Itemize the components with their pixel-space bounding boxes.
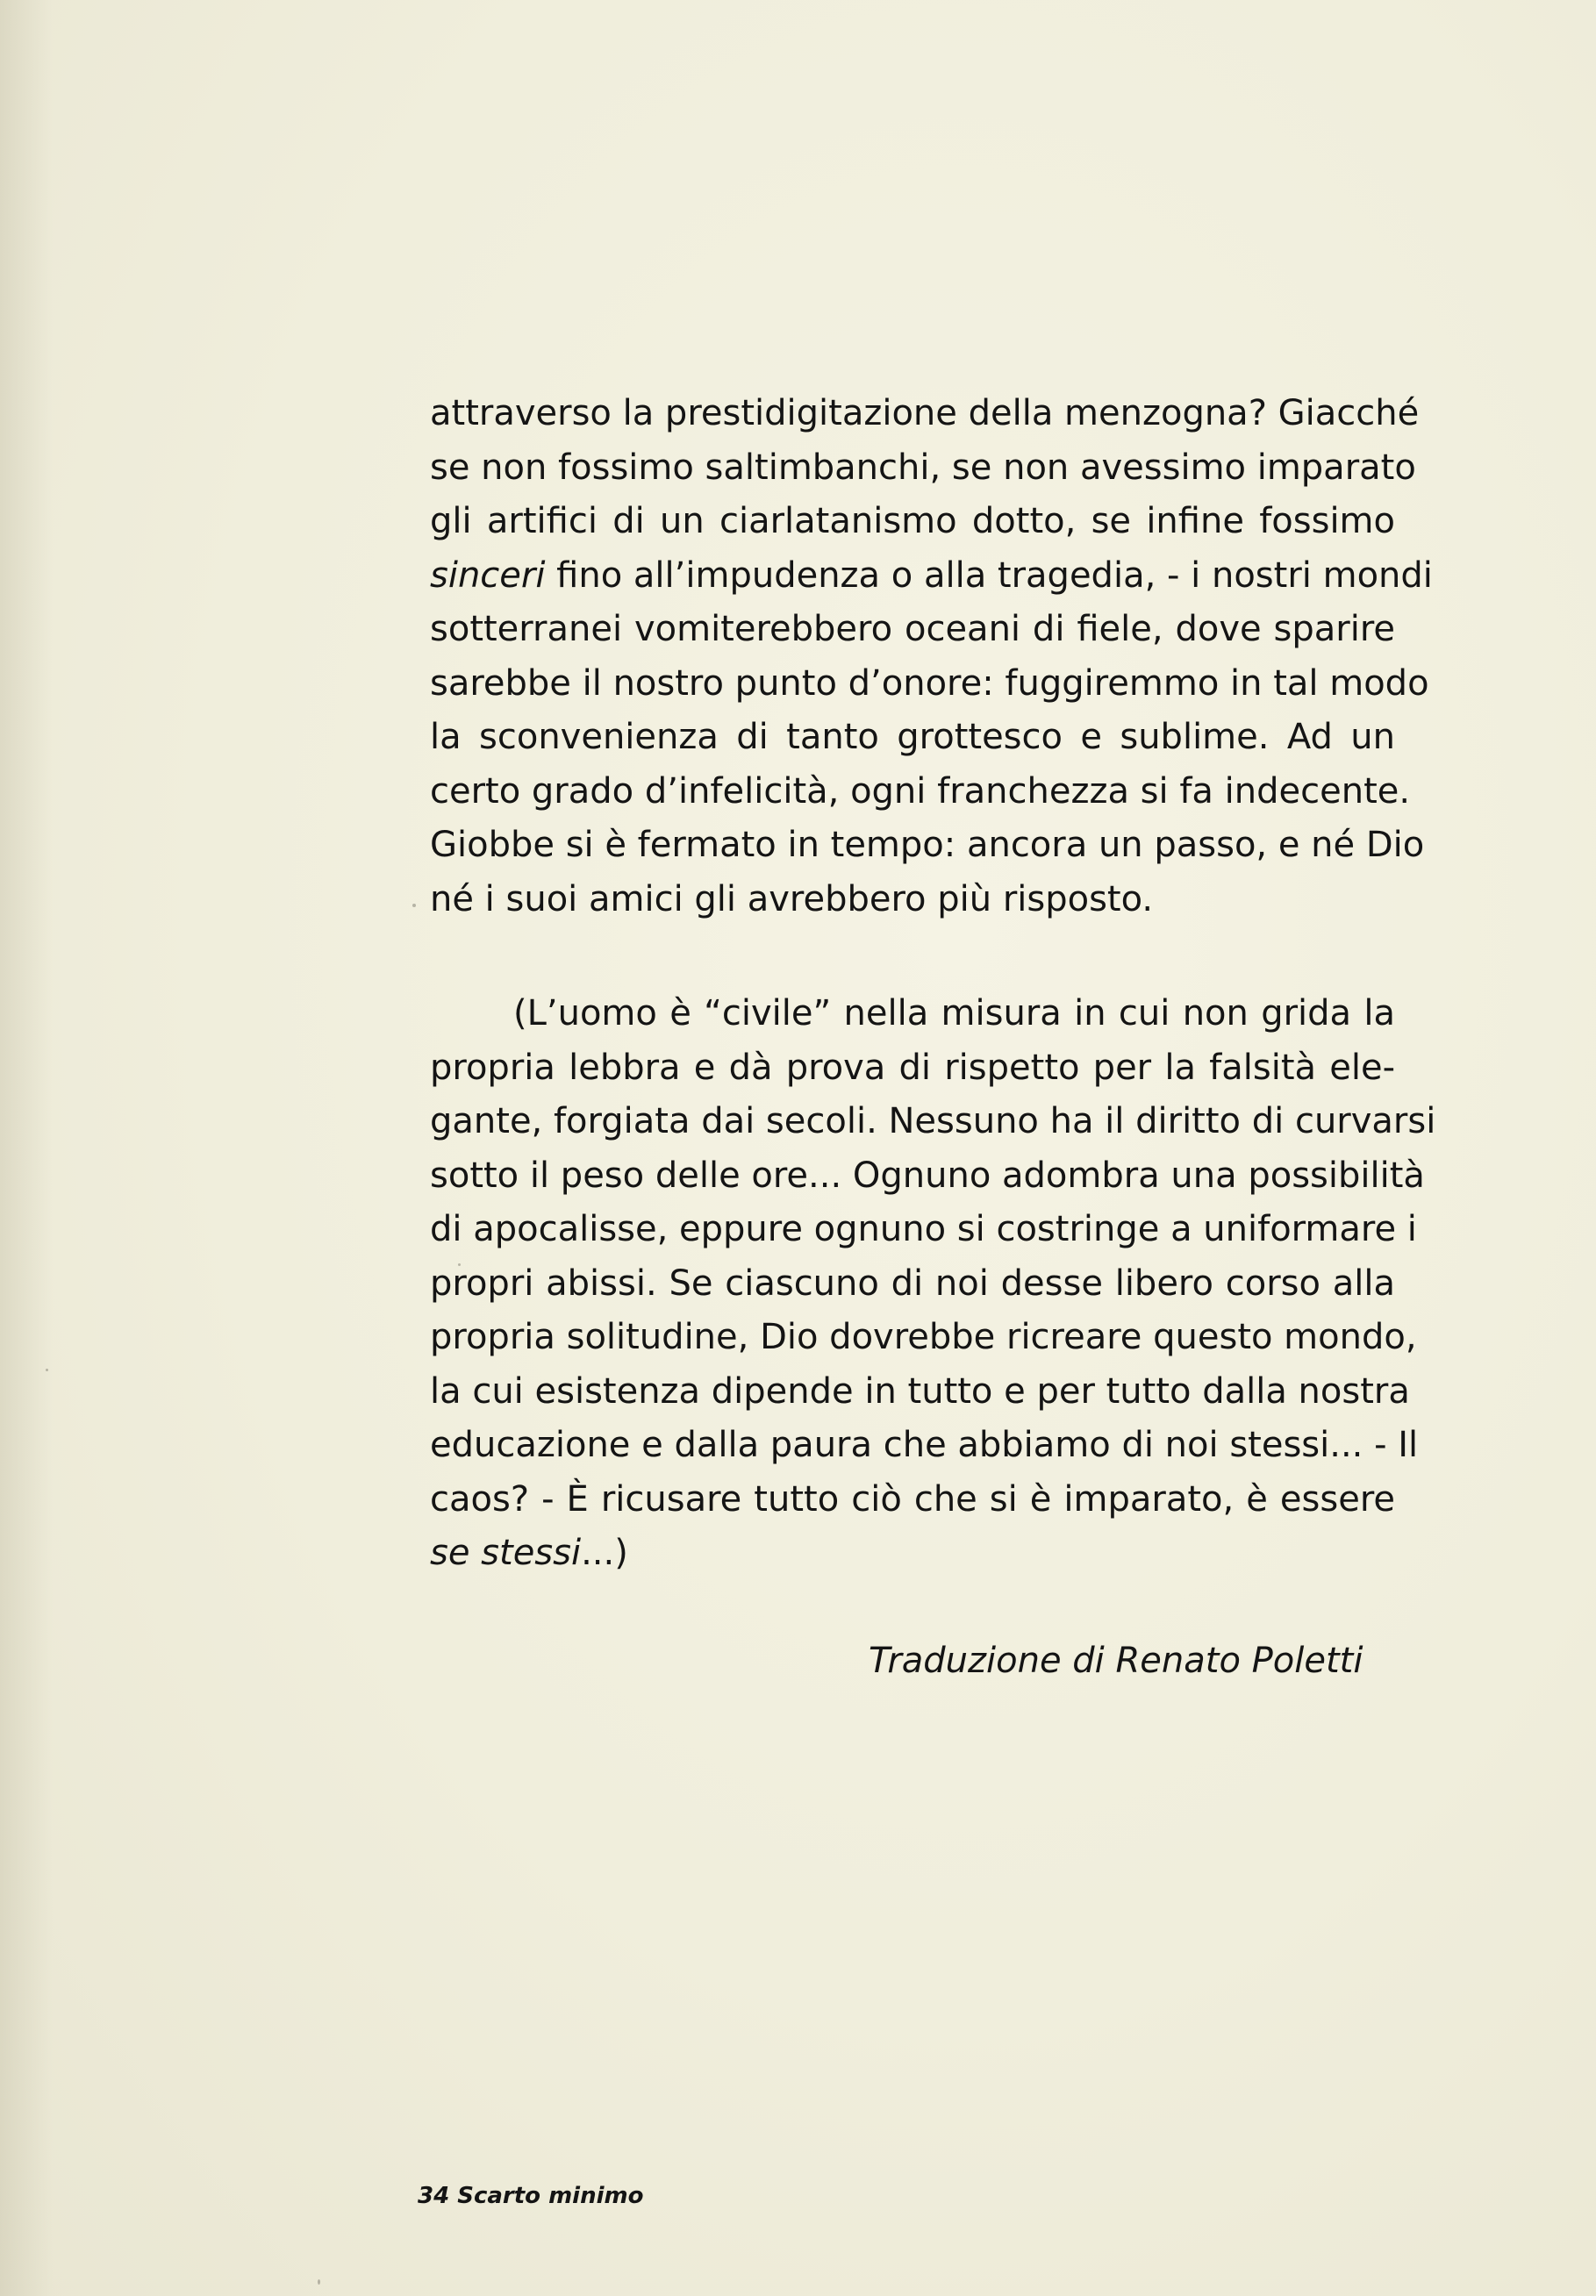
text-line: propri abissi. Se ciascuno di noi desse libero corso alla <box>430 1262 1395 1304</box>
italic-word: sinceri <box>430 554 546 596</box>
text-line <box>430 1527 1395 1581</box>
text-line: educazione e dalla paura che abbiamo di noi stessi... - Il <box>430 1425 1419 1465</box>
text-line: sarebbe il nostro punto d’onore: fuggiremmo in tal modo <box>430 662 1429 704</box>
paper-speck <box>318 2279 320 2285</box>
text-line: attraverso la prestidigitazione della menzogna? Giacché <box>430 393 1420 433</box>
translator-credit: Traduzione di Renato Poletti <box>869 1641 1363 1681</box>
text-line: gli artifici di un ciarlatanismo dotto, se infine fossimo <box>430 501 1395 541</box>
text-line: caos? - È ricusare tutto ciò che si è imparato, è essere <box>430 1478 1395 1520</box>
text-line: sotto il peso delle ore... Ognuno adombra una possibilità <box>430 1155 1425 1196</box>
text-line: Giobbe si è fermato in tempo: ancora un passo, e né Dio <box>430 825 1425 865</box>
text-line: di apocalisse, eppure ognuno si costringe a uniformare i <box>430 1209 1417 1249</box>
text-line: sotterranei vomiterebbero oceani di fiele, dove sparire <box>430 609 1395 649</box>
text-line: se non fossimo saltimbanchi, se non avessimo imparato <box>430 447 1416 488</box>
paragraph-2 <box>430 987 1436 1581</box>
text-line-rest: ...) <box>581 1533 628 1573</box>
text-line: la cui esistenza dipende in tutto e per tutto dalla nostra <box>430 1370 1410 1412</box>
text-line: propria solitudine, Dio dovrebbe ricreare questo mondo, <box>430 1317 1417 1357</box>
text-line: la sconvenienza di tanto grottesco e sublime. Ad un <box>430 717 1395 757</box>
text-line <box>430 549 1433 604</box>
text-line: gante, forgiata dai secoli. Nessuno ha il diritto di curvarsi <box>430 1101 1436 1141</box>
text-line: certo grado d’infelicità, ogni franchezza si fa indecente. <box>430 770 1411 812</box>
page-footer: 34 Scarto minimo <box>418 2183 644 2209</box>
text-line: né i suoi amici gli avrebbero più risposto. <box>430 878 1154 919</box>
italic-phrase: se stessi <box>430 1533 582 1573</box>
page-edge-shadow <box>0 0 53 2296</box>
text-line: (L’uomo è “civile” nella misura in cui non grida la <box>513 993 1395 1034</box>
paper-speck <box>412 904 416 907</box>
paragraph-1 <box>430 387 1433 926</box>
text-line-rest: fino all’impudenza o alla tragedia, - i nostri mondi <box>545 554 1433 596</box>
paper-speck <box>46 1369 48 1371</box>
text-line: propria lebbra e dà prova di rispetto per la falsità ele- <box>430 1047 1395 1088</box>
